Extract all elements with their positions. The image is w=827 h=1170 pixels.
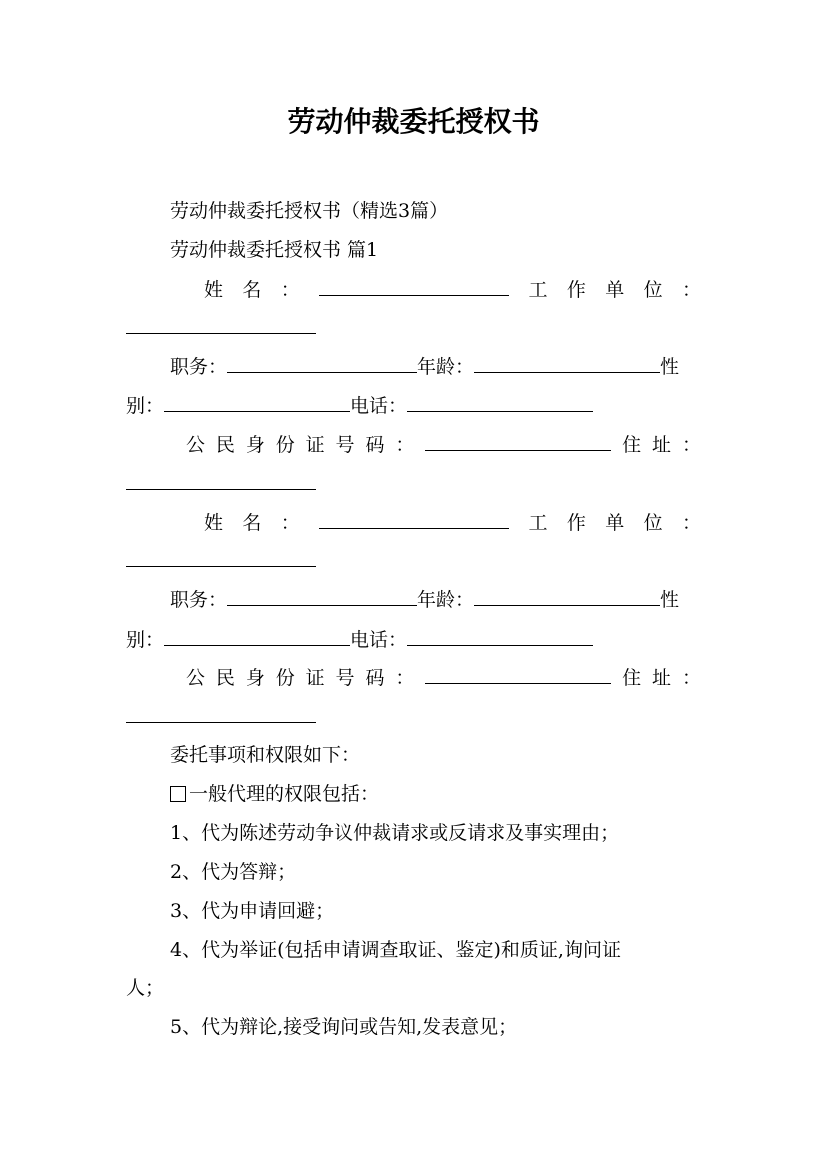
name-label-char: ： (280, 512, 300, 534)
gender-phone-row (126, 626, 593, 654)
work-label-char: 作 (566, 279, 586, 301)
id-label-char: 码 (365, 434, 385, 456)
duty-age-row (170, 353, 679, 381)
work-label-char: 位 (643, 512, 663, 534)
phone-blank[interactable] (407, 627, 593, 646)
id-label-char: 公 (186, 434, 206, 456)
work-label-char: 工 (528, 279, 548, 301)
address-blank-row (126, 470, 316, 498)
phone-label: 电话： (350, 629, 408, 651)
id-label-char: ： (395, 434, 415, 456)
age-blank[interactable] (474, 587, 660, 606)
age-label: 年龄： (417, 356, 475, 378)
work-label-char: 位 (643, 279, 663, 301)
matters-heading: 委托事项和权限如下： (170, 744, 361, 766)
id-label-char: 号 (335, 434, 355, 456)
gender-label-end: 别： (126, 395, 165, 417)
id-label-char: 民 (215, 667, 235, 689)
work-unit-blank[interactable] (126, 548, 316, 567)
age-blank[interactable] (474, 354, 660, 373)
list-item: 5、代为辩论,接受询问或告知,发表意见； (170, 1016, 518, 1038)
work-label-char: ： (681, 279, 701, 301)
id-number-blank[interactable] (425, 432, 611, 451)
name-work-row (126, 509, 701, 537)
work-unit-blank-row (126, 314, 316, 342)
id-label-char: 号 (335, 667, 355, 689)
id-label-char: 证 (305, 434, 325, 456)
id-number-blank[interactable] (425, 665, 611, 684)
address-blank[interactable] (126, 471, 316, 490)
id-label-char: 身 (245, 434, 265, 456)
id-address-row (126, 431, 701, 459)
name-label-char: 姓 (204, 512, 224, 534)
name-work-row (126, 276, 701, 304)
duty-blank[interactable] (227, 587, 417, 606)
address-label-char: 址 (652, 667, 672, 689)
gender-label-start: 性 (660, 356, 680, 378)
age-label: 年龄： (417, 589, 475, 611)
address-label-char: 住 (622, 667, 642, 689)
general-agency-label: 一般代理的权限包括： (189, 783, 380, 805)
gender-blank[interactable] (164, 393, 350, 412)
work-label-char: 工 (528, 512, 548, 534)
phone-label: 电话： (350, 395, 408, 417)
name-label-char: 名 (242, 279, 262, 301)
work-unit-blank-row (126, 547, 316, 575)
duty-label: 职务： (170, 356, 228, 378)
name-blank[interactable] (319, 510, 509, 529)
document-subtitle: 劳动仲裁委托授权书（精选3篇） (170, 200, 449, 222)
document-title: 劳动仲裁委托授权书 (287, 105, 540, 138)
name-label-char: 名 (242, 512, 262, 534)
work-label-char: ： (681, 512, 701, 534)
gender-blank[interactable] (164, 627, 350, 646)
work-label-char: 单 (605, 512, 625, 534)
address-label-char: ： (681, 434, 701, 456)
list-item-continuation: 人； (126, 977, 165, 999)
address-blank-row (126, 703, 316, 731)
list-item: 2、代为答辩； (170, 861, 297, 883)
duty-label: 职务： (170, 589, 228, 611)
gender-label-end: 别： (126, 629, 165, 651)
phone-blank[interactable] (407, 393, 593, 412)
id-label-char: 证 (305, 667, 325, 689)
section-heading: 劳动仲裁委托授权书 篇1 (170, 239, 379, 261)
id-label-char: ： (395, 667, 415, 689)
work-label-char: 作 (566, 512, 586, 534)
general-agency-row (170, 780, 379, 808)
address-label-char: ： (681, 667, 701, 689)
duty-age-row (170, 586, 679, 614)
id-label-char: 份 (275, 434, 295, 456)
list-item: 4、代为举证(包括申请调查取证、鉴定)和质证,询问证 (170, 939, 621, 961)
id-label-char: 民 (215, 434, 235, 456)
name-label-char: ： (280, 279, 300, 301)
gender-phone-row (126, 392, 593, 420)
id-label-char: 码 (365, 667, 385, 689)
duty-blank[interactable] (227, 354, 417, 373)
work-label-char: 单 (605, 279, 625, 301)
address-label-char: 址 (652, 434, 672, 456)
name-blank[interactable] (319, 277, 509, 296)
address-label-char: 住 (622, 434, 642, 456)
id-address-row (126, 664, 701, 692)
work-unit-blank[interactable] (126, 315, 316, 334)
gender-label-start: 性 (660, 589, 680, 611)
name-label-char: 姓 (204, 279, 224, 301)
general-agency-checkbox[interactable] (170, 786, 186, 802)
list-item: 1、代为陈述劳动争议仲裁请求或反请求及事实理由； (170, 822, 620, 844)
id-label-char: 公 (186, 667, 206, 689)
id-label-char: 身 (245, 667, 265, 689)
list-item: 3、代为申请回避； (170, 900, 335, 922)
address-blank[interactable] (126, 704, 316, 723)
id-label-char: 份 (275, 667, 295, 689)
